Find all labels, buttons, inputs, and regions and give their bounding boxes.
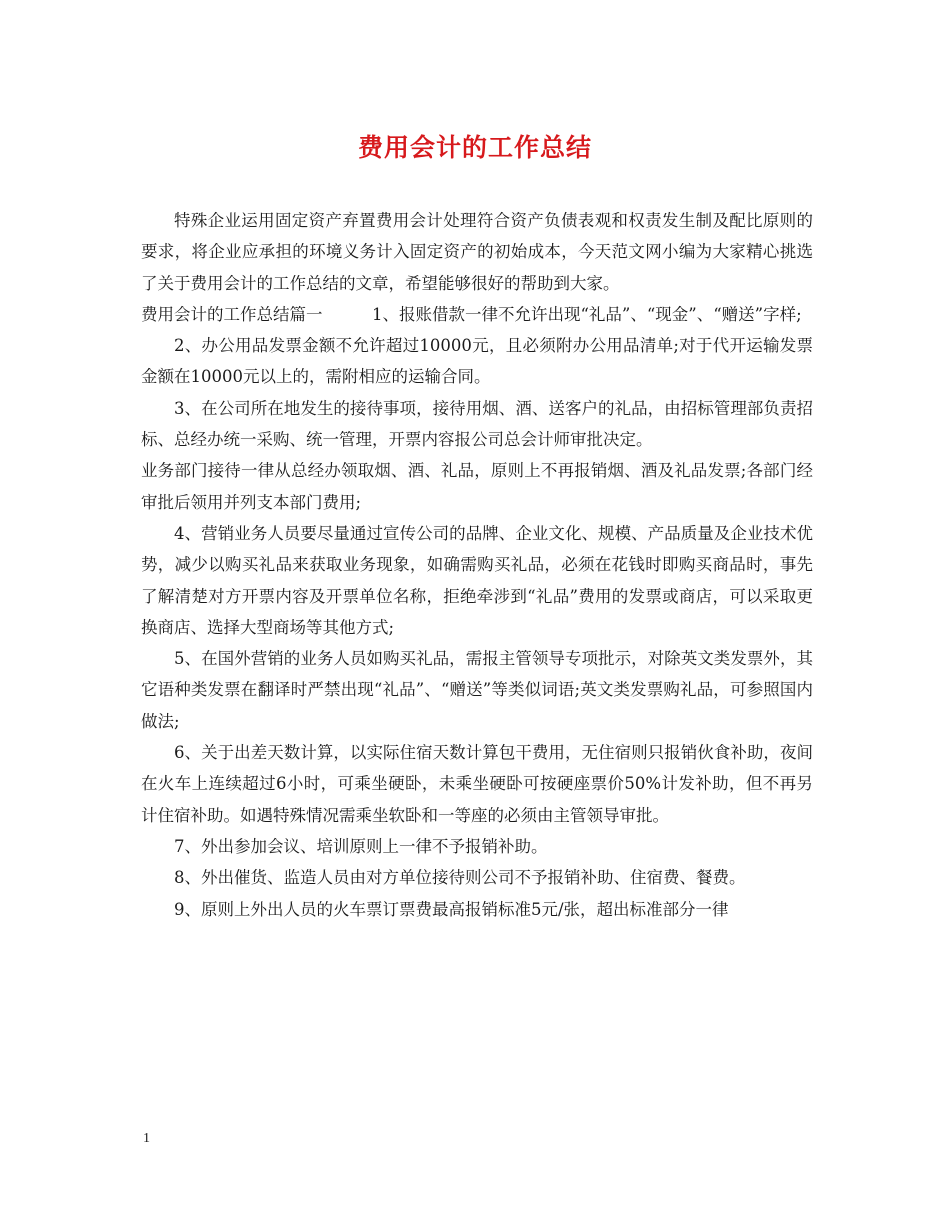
paragraph-item-9: 9、原则上外出人员的火车票订票费最高报销标准5元/张，超出标准部分一律 bbox=[174, 899, 729, 919]
document-title: 费用会计的工作总结 bbox=[357, 133, 592, 162]
paragraph-item-4: 4、营销业务人员要尽量通过宣传公司的品牌、企业文化、规模、产品质量及企业技术优势，减少以购买礼品来获取业务现象，如确需购买礼品，必须在花钱时即购买商品时，事先了解清楚对方开票内容及开票单位名称，拒绝牵涉到“礼品”费用的发票或商店，可以采取更换商店、选择大型商场等其他方式; bbox=[141, 523, 813, 637]
document-body bbox=[141, 205, 813, 925]
paragraph-item-5: 5、在国外营销的业务人员如购买礼品，需报主管领导专项批示，对除英文类发票外，其它语种类发票在翻译时严禁出现“礼品”、“赠送”等类似词语;英文类发票购礼品，可参照国内做法; bbox=[141, 649, 813, 731]
paragraph-item-3: 3、在公司所在地发生的接待事项，接待用烟、酒、送客户的礼品，由招标管理部负责招标、总经办统一采购、统一管理，开票内容报公司总会计师审批决定。 bbox=[141, 398, 813, 450]
paragraph-item-8: 8、外出催货、监造人员由对方单位接待则公司不予报销补助、住宿费、餐费。 bbox=[174, 868, 746, 888]
page-number: 1 bbox=[143, 1131, 150, 1146]
paragraph-item-6: 6、关于出差天数计算，以实际住宿天数计算包干费用，无住宿则只报销伙食补助，夜间在火车上连续超过6小时，可乘坐硬卧，未乘坐硬卧可按硬座票价50%计发补助，但不再另计住宿补助。如遇特殊情况需乘坐软卧和一等座的必须由主管领导审批。 bbox=[141, 743, 813, 825]
paragraph-intro: 特殊企业运用固定资产弃置费用会计处理符合资产负债表观和权责发生制及配比原则的要求，将企业应承担的环境义务计入固定资产的初始成本，今天范文网小编为大家精心挑选了关于费用会计的工作总结的文章，希望能够很好的帮助到大家。 bbox=[141, 211, 813, 293]
paragraph-item-3-continued: 业务部门接待一律从总经办领取烟、酒、礼品，原则上不再报销烟、酒及礼品发票;各部门经审批后领用并列支本部门费用; bbox=[141, 461, 813, 512]
paragraph-section-1: 费用会计的工作总结篇一 1、报账借款一律不允许出现“礼品”、“现金”、“赠送”字样; bbox=[141, 304, 802, 324]
paragraph-item-7: 7、外出参加会议、培训原则上一律不予报销补助。 bbox=[174, 836, 548, 856]
paragraph-item-2: 2、办公用品发票金额不允许超过10000元，且必须附办公用品清单;对于代开运输发票金额在10000元以上的，需附相应的运输合同。 bbox=[141, 336, 813, 387]
